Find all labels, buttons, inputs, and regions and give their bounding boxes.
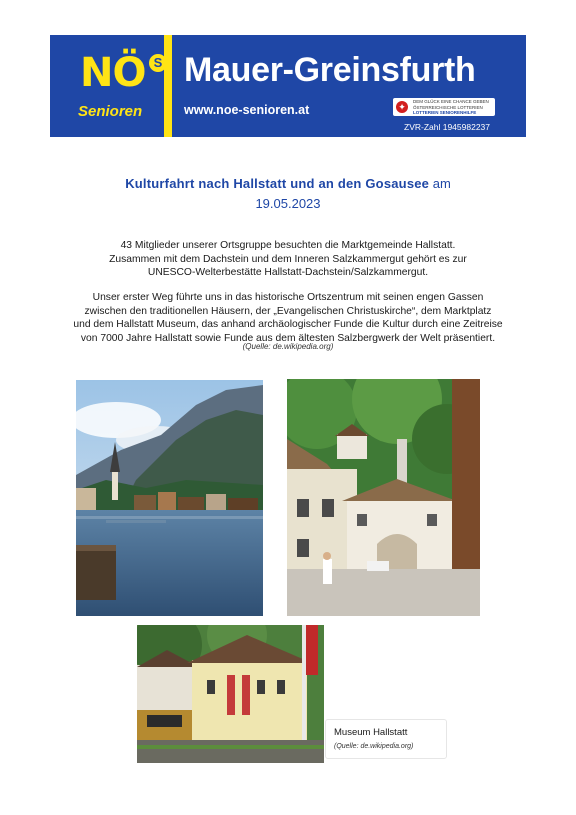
text-line: und dem Hallstatt Museum, das anhand archäologischer Funde die Kultur durch eine Zeitreise — [73, 319, 503, 330]
title-suffix: am — [429, 176, 451, 191]
banner-divider — [164, 35, 172, 137]
zvr-number: ZVR-Zahl 1945982237 — [404, 122, 491, 132]
text-line: von 7000 Jahre Hallstatt sowie Funde aus dem ältesten Salzbergwerk der Welt präsentiert. — [80, 332, 496, 344]
caption-source: (Quelle: de.wikipedia.org) — [334, 743, 414, 750]
sponsor-line-2: ÖSTERREICHISCHE LOTTERIEN — [413, 105, 483, 110]
website-link[interactable]: www.noe-senioren.at — [184, 103, 310, 117]
sponsor-line-1: DEM GLÜCK EINE CHANCE GEBEN — [413, 99, 489, 104]
caption-title: Museum Hallstatt — [334, 727, 408, 738]
logo-text: NÖ — [80, 50, 146, 96]
photo-caption — [325, 719, 447, 759]
text-line: 43 Mitglieder unserer Ortsgruppe besuchten die Marktgemeinde Hallstatt. — [120, 240, 456, 251]
title-date: 19.05.2023 — [255, 196, 321, 211]
photo-hallstatt-street — [287, 379, 480, 616]
source-note: (Quelle: de.wikipedia.org) — [242, 342, 334, 351]
noe-senioren-logo — [50, 35, 170, 137]
article-title — [0, 174, 576, 214]
lotterien-icon: ✦ — [396, 101, 408, 113]
intro-paragraph — [40, 239, 536, 280]
photo-hallstatt-lake — [76, 380, 263, 616]
title-main: Kulturfahrt nach Hallstatt und an den Gosausee — [125, 176, 430, 191]
logo-badge: S — [148, 53, 168, 73]
text-line: Unser erster Weg führte uns in das historische Ortszentrum mit seinen engen Gassen — [92, 292, 484, 303]
text-line: UNESCO-Welterbestätte Hallstatt-Dachstein/Salzkammergut. — [147, 267, 429, 278]
text-line: zwischen den traditionellen Häusern, der „Evangelischen Christuskirche“, dem Marktplatz — [84, 305, 492, 317]
walk-paragraph — [40, 291, 536, 345]
lotterien-sponsor-logo — [393, 98, 495, 116]
photo-museum-hallstatt — [137, 625, 324, 763]
club-name: Mauer-Greinsfurth — [184, 51, 476, 89]
logo-subtitle: Senioren — [78, 103, 143, 120]
text-line: Zusammen mit dem Dachstein und dem Inneren Salzkammergut gehört es zur — [109, 253, 467, 265]
sponsor-line-3: LOTTERIEN SENIORENHILFE — [413, 110, 477, 115]
header-banner — [50, 35, 526, 137]
